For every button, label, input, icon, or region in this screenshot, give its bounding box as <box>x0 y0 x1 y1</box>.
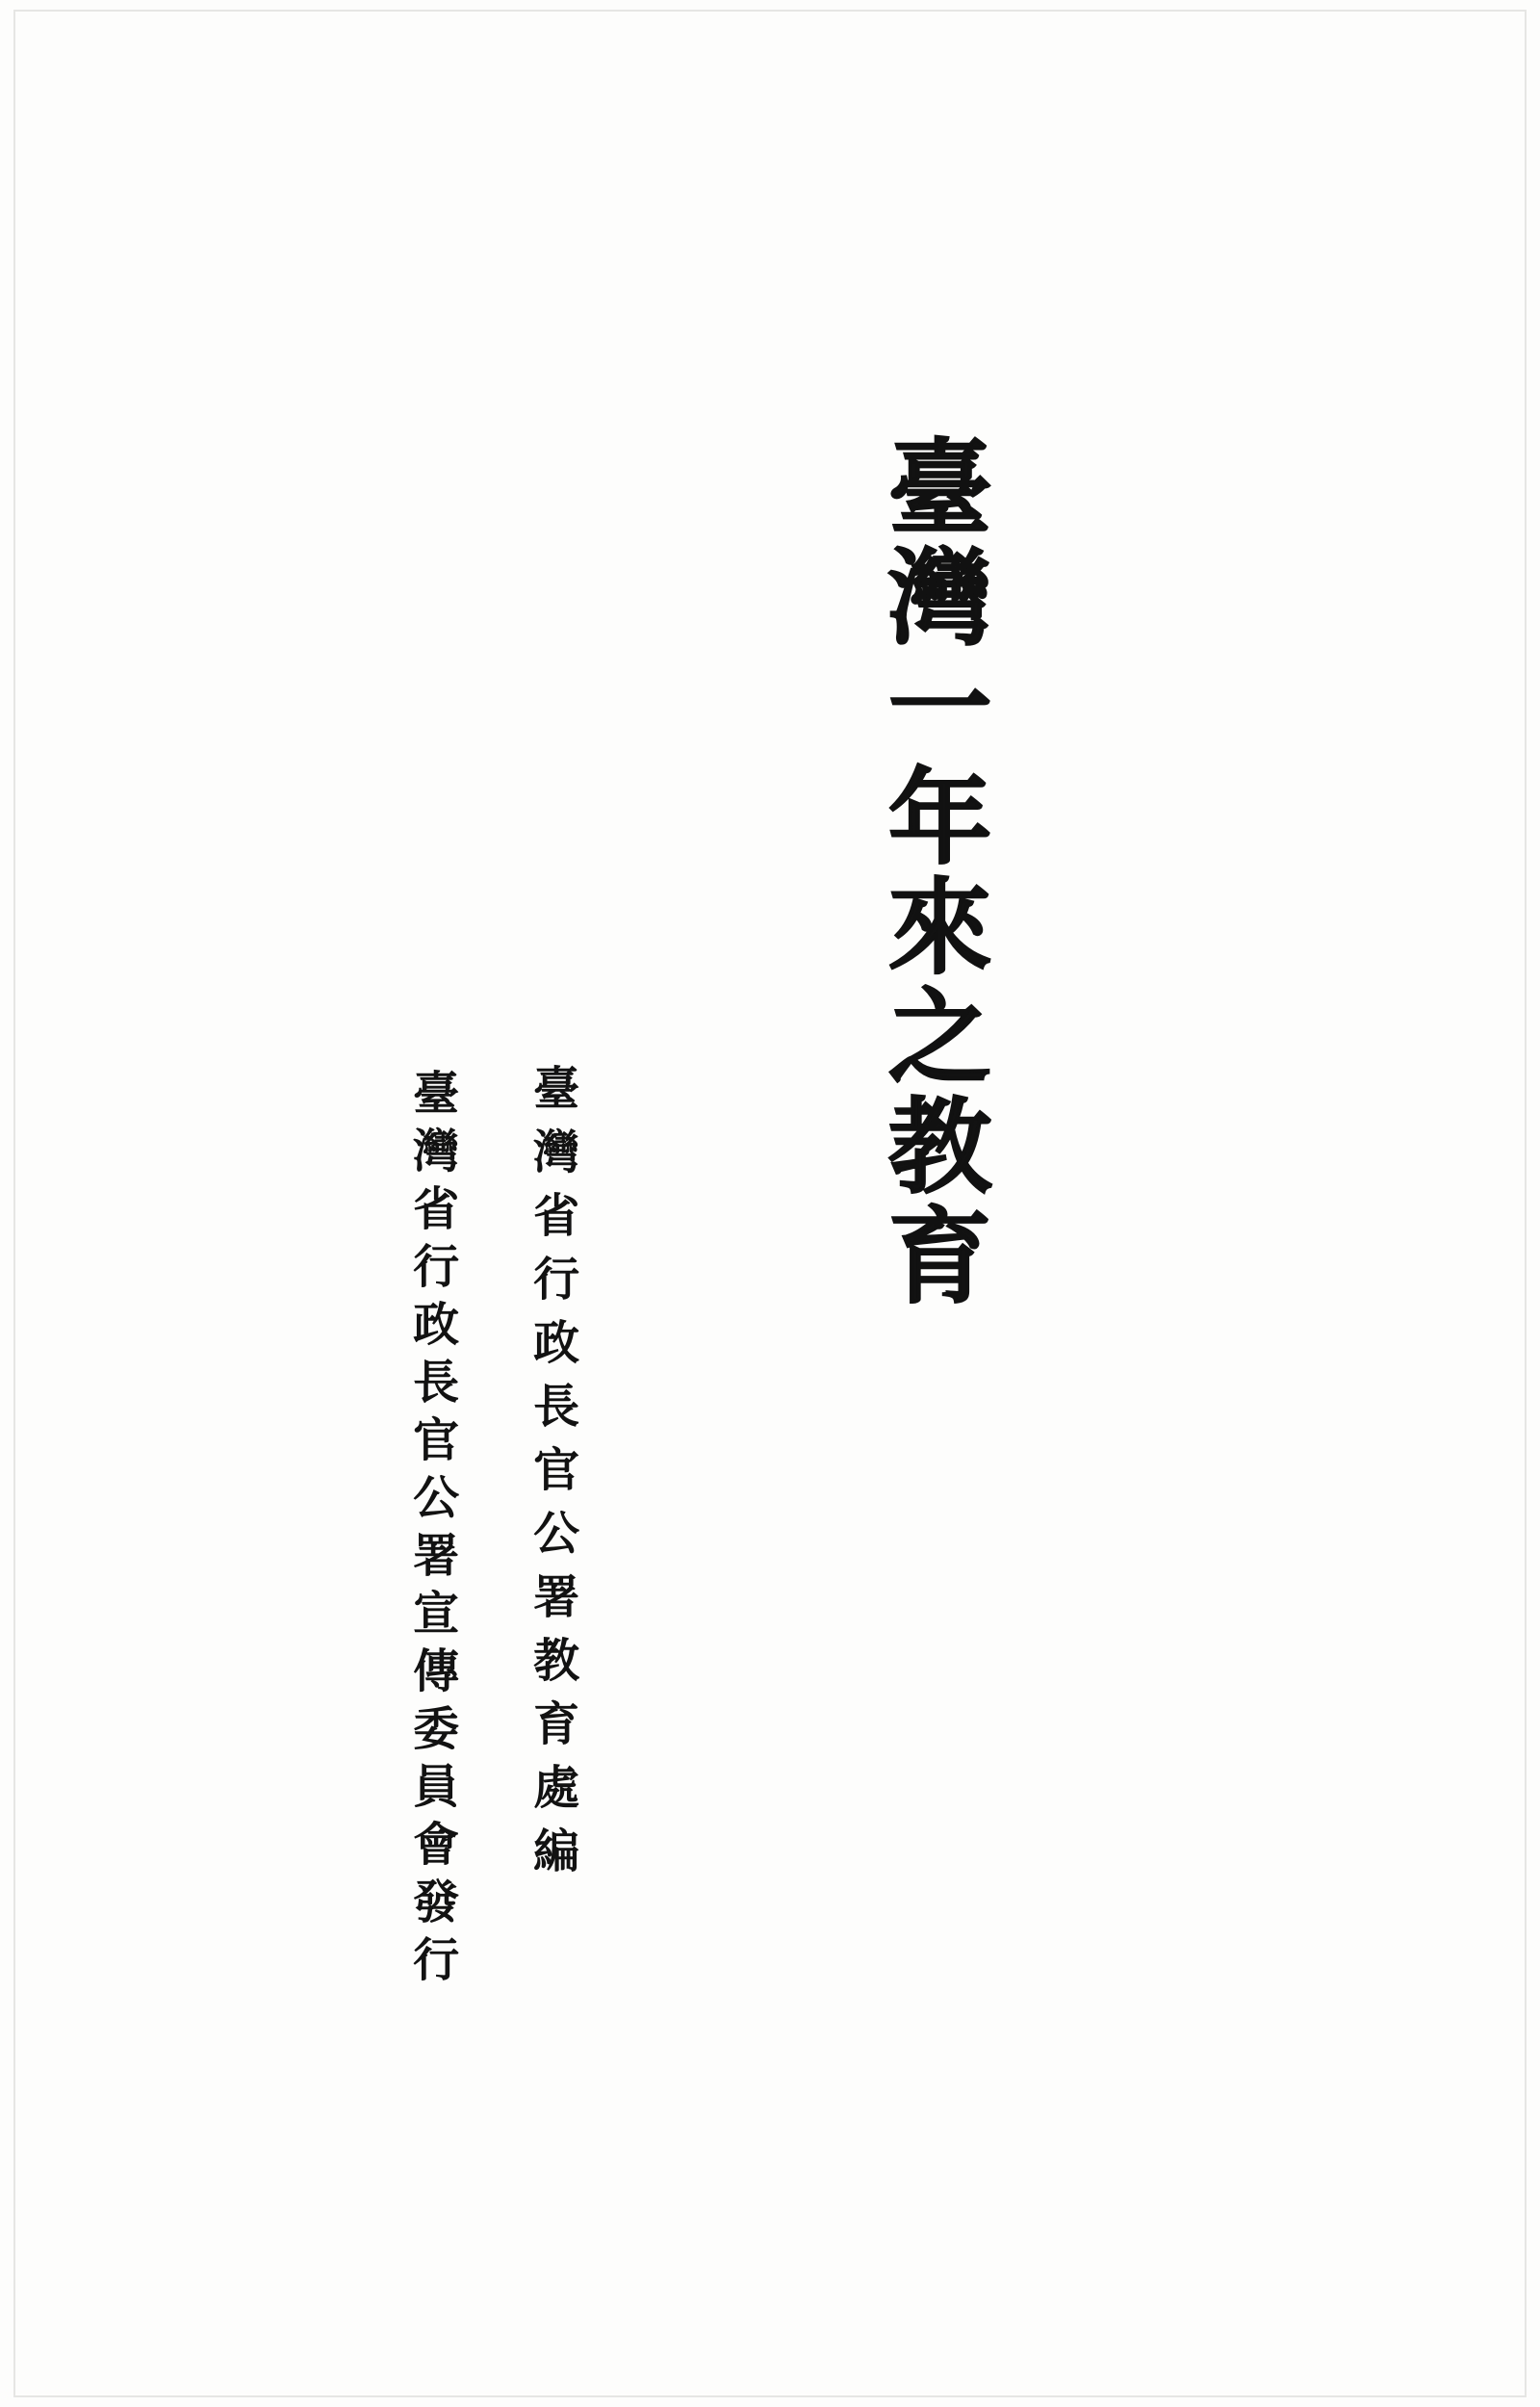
credit-line-publisher: 臺灣省行政長官公署宣傳委員會發行 <box>404 1069 459 1993</box>
scan-border <box>13 10 1527 2397</box>
credit-line-editor: 臺灣省行政長官公署教育處編 <box>525 1064 579 1890</box>
page-title: 臺灣一年來之教育 <box>870 433 992 1311</box>
